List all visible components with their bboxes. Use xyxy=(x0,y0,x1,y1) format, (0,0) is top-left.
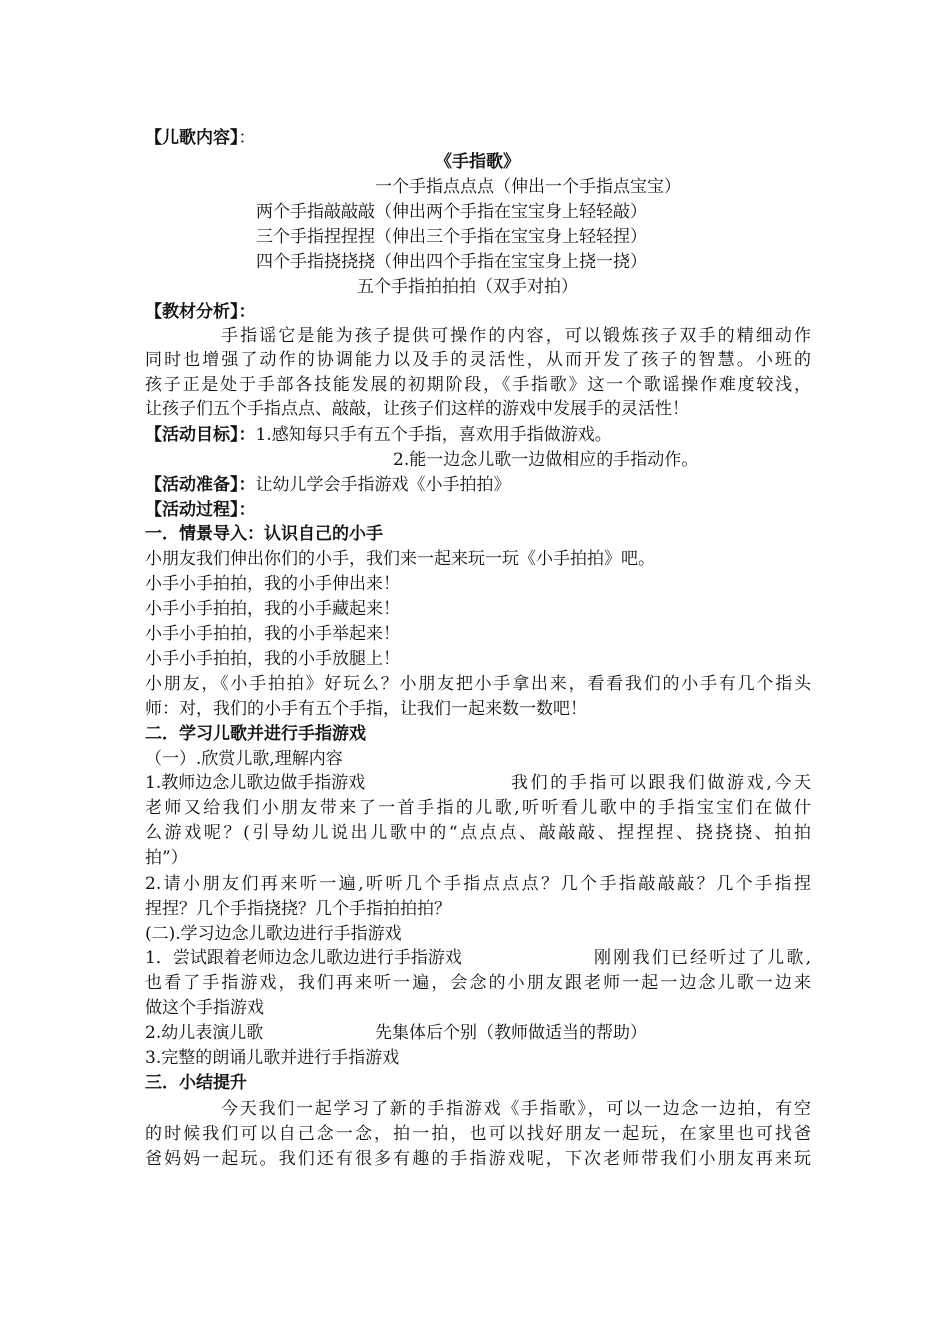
part2-item2: 捏捏？几个手指挠挠？几个手指拍拍拍？ xyxy=(145,899,451,919)
song-title: 《手指歌》 xyxy=(435,152,520,172)
section-heading-song xyxy=(145,126,256,150)
analysis-line: 手指谣它是能为孩子提供可操作的内容，可以锻炼孩子双手的精细动作 xyxy=(221,326,811,346)
part2-title: 二．学习儿歌并进行手指游戏 xyxy=(145,724,366,744)
part3-line: 的时候我们可以自己念一念，拍一拍，也可以找好朋友一起玩，在家里也可找爸 xyxy=(145,1124,811,1144)
part2-item1-cont: 么游戏呢？(引导幼儿说出儿歌中的“点点点、敲敲敲、捏捏捏、挠挠挠、拍拍 xyxy=(145,823,811,843)
part2-sub2: (二).学习边念儿歌边进行手指游戏 xyxy=(145,924,402,944)
part2-item2: 2.请小朋友们再来听一遍,听听几个手指点点点？几个手指敲敲敲？几个手指捏 xyxy=(145,874,811,894)
part2-item3-text: 刚刚我们已经听过了儿歌, xyxy=(594,948,811,968)
part2-item4-text: 先集体后个别（教师做适当的帮助） xyxy=(375,1023,647,1043)
part2-item3-label: 1．尝试跟着老师边念儿歌边进行手指游戏 xyxy=(145,948,462,968)
section-heading-process: 【活动过程】： xyxy=(145,500,256,520)
goal-item: 1.感知每只手有五个手指，喜欢用手指做游戏。 xyxy=(255,425,612,445)
song-line: 两个手指敲敲敲（伸出两个手指在宝宝身上轻轻敲） xyxy=(256,202,647,222)
song-line: 四个手指挠挠挠（伸出四个手指在宝宝身上挠一挠） xyxy=(256,252,647,272)
goal-item: 2.能一边念儿歌一边做相应的手指动作。 xyxy=(393,450,699,470)
section-goals xyxy=(145,423,612,447)
part1-line: 小朋友我们伸出你们的小手，我们来一起来玩一玩《小手拍拍》吧。 xyxy=(145,549,655,569)
part1-title: 一．情景导入：认识自己的小手 xyxy=(145,524,383,544)
goals-heading: 【活动目标】： xyxy=(145,425,256,445)
part3-line: 爸妈妈一起玩。我们还有很多有趣的手指游戏呢，下次老师带我们小朋友再来玩 xyxy=(145,1149,811,1169)
analysis-line: 孩子正是处于手部各技能发展的初期阶段，《手指歌》这一个歌谣操作难度较浅， xyxy=(145,375,811,395)
part2-item1-label: 1.教师边念儿歌边做手指游戏 xyxy=(145,773,366,793)
part2-item1-text: 我们的手指可以跟我们做游戏,今天 xyxy=(511,773,811,793)
song-line: 三个手指捏捏捏（伸出三个手指在宝宝身上轻轻捏） xyxy=(256,227,647,247)
part1-line: 小手小手拍拍，我的小手放腿上！ xyxy=(145,649,400,669)
part2-item5: 3.完整的朗诵儿歌并进行手指游戏 xyxy=(145,1048,400,1068)
part2-item3-cont: 做这个手指游戏 xyxy=(145,998,264,1018)
song-line: 五个手指拍拍拍（双手对拍） xyxy=(357,277,578,297)
prep-heading: 【活动准备】： xyxy=(145,475,256,495)
prep-text: 让幼儿学会手指游戏《小手拍拍》 xyxy=(255,475,511,495)
heading-text: 【儿歌内容】 xyxy=(145,128,239,148)
part2-sub1: （一）.欣赏儿歌,理解内容 xyxy=(145,749,343,769)
song-line: 一个手指点点点（伸出一个手指点宝宝） xyxy=(375,177,681,197)
heading-suffix: ： xyxy=(238,128,256,148)
part2-item3-cont: 也看了手指游戏，我们再来听一遍，会念的小朋友跟老师一起一边念儿歌一边来 xyxy=(145,973,811,993)
part3-title: 三．小结提升 xyxy=(145,1073,247,1093)
analysis-line: 让孩子们五个手指点点、敲敲，让孩子们这样的游戏中发展手的灵活性！ xyxy=(145,399,689,419)
part1-line: 小手小手拍拍，我的小手举起来！ xyxy=(145,624,400,644)
part1-line: 小手小手拍拍，我的小手伸出来！ xyxy=(145,574,400,594)
part2-item4-label: 2.幼儿表演儿歌 xyxy=(145,1023,264,1043)
part3-line: 今天我们一起学习了新的手指游戏《手指歌》，可以一边念一边拍，有空 xyxy=(221,1099,811,1119)
part1-line: 师：对，我们的小手有五个手指，让我们一起来数一数吧！ xyxy=(145,699,587,719)
section-prep xyxy=(145,473,511,497)
analysis-line: 同时也增强了动作的协调能力以及手的灵活性，从而开发了孩子的智慧。小班的 xyxy=(145,350,811,370)
part1-line: 小手小手拍拍，我的小手藏起来！ xyxy=(145,599,400,619)
part1-line: 小朋友，《小手拍拍》好玩么？小朋友把小手拿出来，看看我们的小手有几个指头 xyxy=(145,674,811,694)
part2-item1-cont: 拍”） xyxy=(145,848,188,868)
section-heading-analysis: 【教材分析】： xyxy=(145,302,256,322)
part2-item1-cont: 老师又给我们小朋友带来了一首手指的儿歌,听听看儿歌中的手指宝宝们在做什 xyxy=(145,798,811,818)
